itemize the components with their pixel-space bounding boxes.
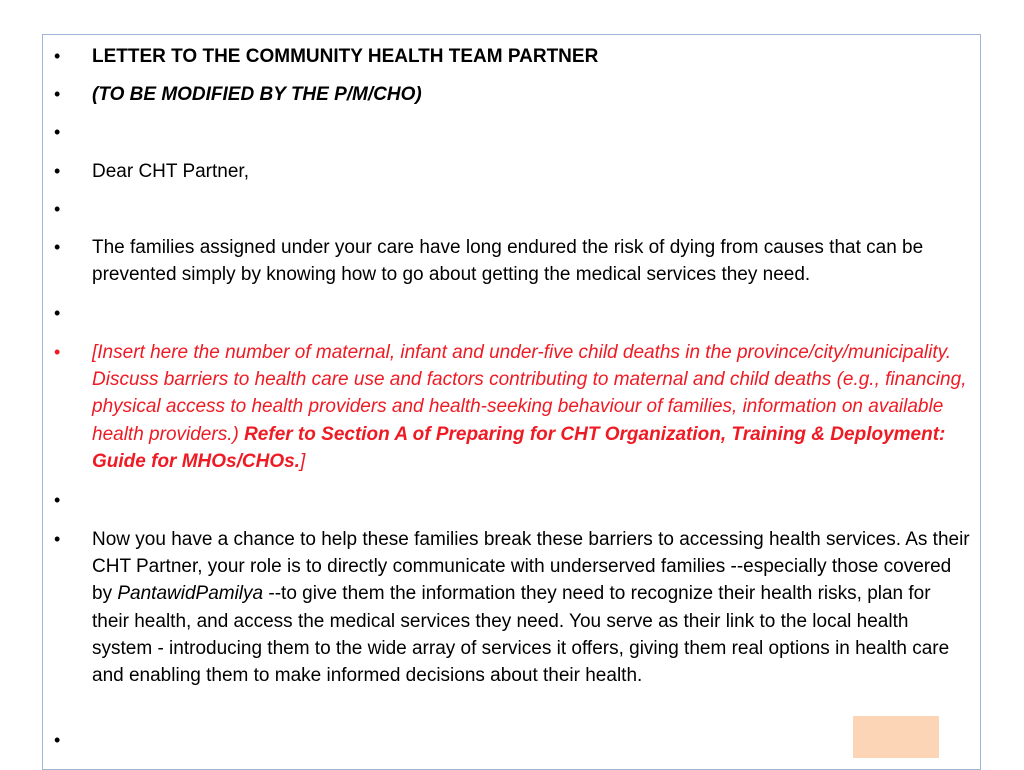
bullet-icon: • bbox=[54, 199, 61, 219]
bullet-icon: • bbox=[54, 237, 61, 257]
letter-title: LETTER TO THE COMMUNITY HEALTH TEAM PARTNER bbox=[92, 46, 599, 67]
bullet-icon: • bbox=[54, 490, 61, 510]
bullet-icon: • bbox=[54, 122, 61, 142]
bullet-icon: • bbox=[54, 303, 61, 323]
bullet-icon: • bbox=[54, 84, 61, 104]
insert-note bbox=[92, 339, 972, 475]
insert-note-reference: Refer to Section A of Preparing for CHT Organization, Training & Deployment: Guide for MHOs/CHOs. bbox=[92, 423, 946, 472]
bullet-icon: • bbox=[54, 730, 61, 750]
program-name: PantawidPamilya bbox=[117, 583, 264, 605]
bullet-icon: • bbox=[54, 46, 61, 66]
bullet-icon: • bbox=[54, 342, 61, 362]
slide-frame bbox=[42, 34, 981, 770]
insert-note-text: [Insert here the number of maternal, infant and under-five child deaths in the province/city/municipality. Discuss barriers to health care use and factors contributing to maternal and child deaths (e.g., financing, physical access to health providers and health-seeking behaviour of families, information on available health providers.) bbox=[92, 342, 967, 445]
paragraph-2 bbox=[92, 526, 972, 689]
letter-subtitle: (TO BE MODIFIED BY THE P/M/CHO) bbox=[92, 84, 422, 105]
sticky-note bbox=[853, 716, 939, 758]
paragraph-1: The families assigned under your care have long endured the risk of dying from causes that can be prevented simply by knowing how to go about getting the medical services they need. bbox=[92, 237, 924, 286]
greeting: Dear CHT Partner, bbox=[92, 161, 249, 182]
bullet-icon: • bbox=[54, 529, 61, 549]
insert-note-close: ] bbox=[299, 450, 306, 472]
bullet-icon: • bbox=[54, 161, 61, 181]
paragraph-2-part-2: --to give them the information they need to recognize their health risks, plan for their health, and access the medical services they need. You serve as their link to the local health system - introducing them to the wide array of services it offers, giving them real options in health care and enabling them to make informed decisions about their health. bbox=[92, 583, 950, 687]
paragraph-2-part-1: Now you have a chance to help these families break these barriers to accessing health services. As their CHT Partner, your role is to directly communicate with underserved families --especially those covered by bbox=[92, 529, 970, 605]
